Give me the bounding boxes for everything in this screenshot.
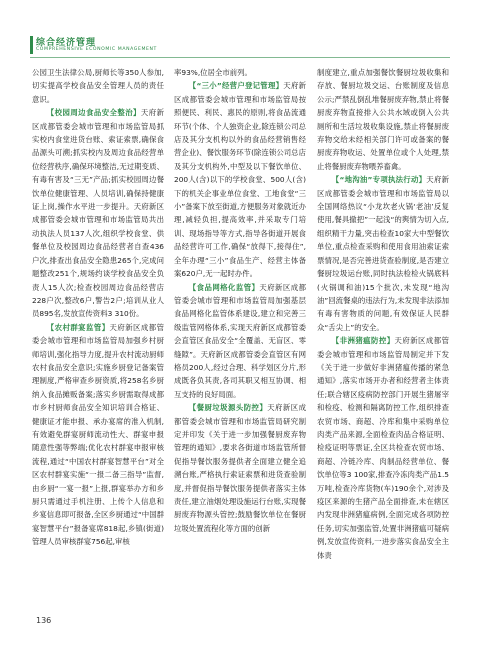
paragraph [32,106,164,321]
column-2 [174,66,306,535]
paragraph-body: 天府新区成都管委会城市管理和市场监管局加强乡村厨师培训,强化指导力度,提升农村流动厨师农村食品安全意识;实施乡厨登记备案管理制度,严格审查乡厨资质,将258名乡厨纳入食品摊贩备案;落实乡厨需取得成都市乡村厨师食品安全知识培训合格证、健康证才能申报、承办宴席的准入机制,有效避免群宴厨师流动性大、群宴申报随意性强等弊端;优化农村群宴申报审核流程,通过“中国农村群宴智慧平台”对全区农村群宴实施“一报二备三指导”监督,由乡厨“一宴一报”上报,群宴举办方和乡厨只需通过手机注册、上传个人信息和乡宴信息即可报备,全区乡厨通过“中国群宴智慧平台”报备宴席818起,乡镇(街道)管理人员审核群宴756起,审核 [32,322,164,547]
paragraph-body: 天府新区成都管委会城市管理和市场监管局按照便民、利民、惠民的原则,将食品流通环节(个体、个人独资企业,除连锁公司总店及其分支机构以外的食品经营销售经营企业)、餐饮服务环节(除连锁公司总店及其分支机构外,中型及以下餐饮单位、200人(含)以下的学校食堂、500人(含)下的机关企事业单位食堂、工地食堂“三小”备案下放至街道,方便服务对象就近办理,减轻负担,提高效率,并采取专门培训、现场指导等方式,指导各街道开展食品经营许可工作,确保“放得下,接得住”,全年办理“三小”食品生产、经营主体备案620户,无一起时办件。 [174,81,306,279]
section-tag: 【餐厨垃圾源头防控】 [188,403,268,413]
section-tag: 【“地沟油”专项执法行动】 [331,175,427,185]
section-tag: 【“三小”经营户登记管理】 [188,81,284,91]
paragraph [317,334,449,562]
section-title: 综合经济管理 [36,38,97,48]
section-subtitle: COMPREHENSIVE ECONOMIC MANAGEMENT [36,47,157,52]
column-3 [317,66,449,562]
paragraph-body: 天府新区成都管委会城市管理和市场监管局加强基层食品网格化监管体系建设,建立和完善三级监管网格体系,实现天府新区成都管委会直管区食品安全“全覆盖、无盲区、零缝隙”。天府新区成都管委会直管区有网格员200人,经过合理、科学划区分片,形成既各负其责,各司其职又相互协调、相互支持的良好局面。 [174,282,306,399]
section-tag: 【校园周边食品安全整治】 [46,108,141,118]
paragraph-body: 天府新区成都管委会城市管理和市场监管局以全国网络热议“小龙坎老火锅‘老油’反复使用,餐具撤把”一起浅“的舆情为切入点,组织精干力量,突击检查10家大中型餐饮单位,重点检查采购和使用食用油索证索票情况,是否完善进货查验制度,是否建立餐厨垃圾运台账,同时执法检检火锅底料(火锅调和油)15个批次,未发现“地沟油”回流餐桌的违法行为,未发现非法添加有毒有害物质的问题,有效保证人民群众“舌尖上”的安全。 [317,175,449,332]
paragraph: 公园卫生法律公局,厨师长等350人参加,切实提高学校食品安全管理人员的责任意识。 [32,68,164,104]
paragraph [174,281,306,402]
paragraph [317,173,449,334]
paragraph-body: 天府新区成都管委会城市管理和市场监管局抓实校内食堂进货台账、索证索票,确保食品源头可溯;抓实校内及周边食品经营单位经营秩序,确保环境整洁,无过期变质、有毒有害及“三无”产品;抓实校园周边餐饮单位健康管理、人员培训,确保持健康证上岗,操作水平进一步提升。天府新区成都管委会城市管理和市场监管局共出动执法人员137人次,组织学校食堂、供餐单位及校园周边食品经营者自查436户次,排查出食品安全隐患265个,完成问题整改251个,规场约谈学校食品安全负责人15人次;检查校园周边食品经营店228户次,整改6户,警告2户;培训从业人员895名,发放宣传资料3 310份。 [32,108,164,319]
paragraph [174,79,306,280]
column-1 [32,66,164,549]
paragraph-body: 天府新区成都管委会城市管理和市场监管局研究制定并印发《关于进一步加强餐厨废弃物管理的通知》,要求各街道市场监管所督促指导餐饮服务提供者全面建立健全追溯台账,严格执行索证索票和进货查验制度,并督促指导餐饮服务提供者落实主体责任,建立油烟处理设施运行台账,实现餐厨废弃物源头管控;鼓励餐饮单位在餐厨垃圾处置流程化等方面的创新 [174,403,306,533]
paragraph: 率93%,位居全市前列。 [174,68,252,77]
paragraph [32,321,164,549]
section-tag: 【非洲猪瘟防控】 [331,336,395,346]
paragraph: 制度建立,重点加强餐饮餐厨垃圾收集和存放、餐厨垃圾交运、台账制度及信息公示;严禁乱倒乱堆餐厨废弃物,禁止将餐厨废弃物直接排入公共水域或倒入公共厕所和生活垃圾收集设施,禁止将餐厨废弃物交给未经相关部门许可或备案的餐厨废弃物收运、处置单位或个人处理,禁止将餐厨废弃物喂养畜禽。 [317,68,449,171]
paragraph [174,401,306,535]
page-number: 136 [36,616,52,625]
paragraph-body: 天府新区成都管委会城市管理和市场监管局制定并下发《关于进一步做好非洲猪瘟传播的紧急通知》,落实市场开办者和经营者主体责任;联合辖区疫病防控部门开展生猪屠宰和检疫、检测和隔离防控工作,组织排查农贸市场、商超、冷库和集中采购单位肉类产品来源,全面检查肉品合格证明、检疫证明等票证,全区共检查农贸市场、商超、冷链冷库、肉制品经营单位、餐饮单位等3 100家,排查冷冻肉类产品1.5万吨,检查冷库货物(车)190余个,对涉及疫区来源的生猪产品全面排查,未在辖区内发现非洲猪瘟病例,全面完成各项防控任务,切实加强监管,处置非洲猪瘟可疑病例,发放宣传资料,一进步落实食品安全主体责 [317,336,449,560]
section-tag: 【农村群宴监管】 [46,322,110,332]
header-accent-bar [30,36,33,54]
section-tag: 【食品网格化监管】 [188,282,260,292]
header-divider [30,57,450,58]
